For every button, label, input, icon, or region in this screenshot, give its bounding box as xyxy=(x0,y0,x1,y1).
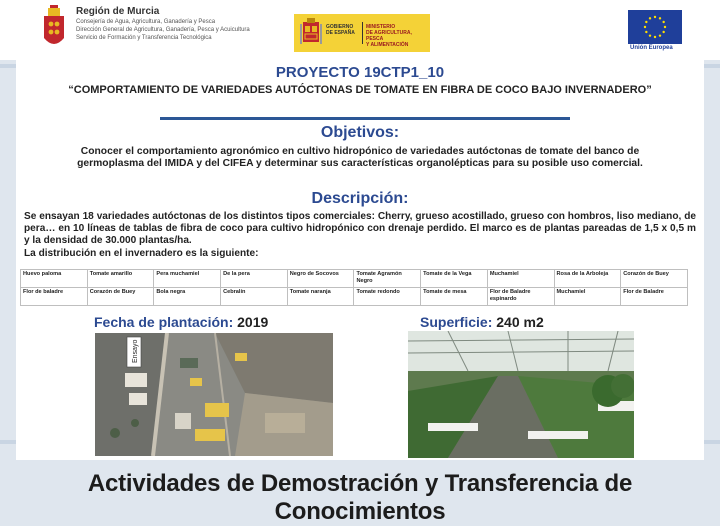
eu-star-icon xyxy=(645,31,647,33)
eu-star-icon xyxy=(659,17,661,19)
table-cell: Negro de Socovos xyxy=(287,270,354,288)
objetivos-text: Conocer el comportamiento agronómico en cultivo hidropónico de variedades autóctonas de tomate del banco de germoplasma del IMIDA y del CIFEA y determinar sus características organolépticas para su posible uso comercial. xyxy=(77,146,643,169)
table-cell: Rosa de la Arboleja xyxy=(554,270,621,288)
divider xyxy=(362,22,363,44)
gobierno-line: DE ESPAÑA xyxy=(326,30,355,36)
table-cell: Cebralín xyxy=(221,288,288,306)
ministerio-text xyxy=(366,24,430,48)
murcia-line: Consejería de Agua, Agricultura, Ganadería y Pesca xyxy=(76,19,216,25)
table-cell: Bola negra xyxy=(154,288,221,306)
footer-text: Actividades de Demostración y Transferencia de Conocimientos xyxy=(87,470,633,525)
eu-star-icon xyxy=(654,16,656,18)
eu-star-icon xyxy=(662,21,664,23)
eu-star-icon xyxy=(649,34,651,36)
ministerio-line: DE AGRICULTURA, PESCA xyxy=(366,30,412,42)
gobierno-logo xyxy=(294,14,430,52)
eu-star-icon xyxy=(664,26,666,28)
superficie-value: 240 m2 xyxy=(496,314,544,330)
eu-star-icon xyxy=(644,26,646,28)
divider-rule xyxy=(160,117,570,120)
gobierno-text xyxy=(326,24,355,36)
ensayo-label: Ensayo xyxy=(132,339,139,363)
table-cell: Huevo paloma xyxy=(21,270,88,288)
murcia-title: Región de Murcia xyxy=(76,6,160,17)
ministerio-line: Y ALIMENTACIÓN xyxy=(366,42,409,48)
gobierno-line: GOBIERNO xyxy=(326,24,354,30)
table-cell: Tomate amarillo xyxy=(87,270,154,288)
table-cell: Muchamiel xyxy=(487,270,554,288)
table-row xyxy=(21,288,688,306)
fecha-heading xyxy=(94,314,268,330)
eu-star-icon xyxy=(659,34,661,36)
table-cell: Tomate de mesa xyxy=(421,288,488,306)
table-cell: Flor de Baladre xyxy=(621,288,688,306)
table-cell: Muchamiel xyxy=(554,288,621,306)
superficie-heading xyxy=(420,314,544,330)
murcia-text-block xyxy=(76,6,276,42)
greenhouse-photo xyxy=(408,331,634,458)
table-cell: Pera muchamiel xyxy=(154,270,221,288)
descripcion-heading: Descripción: xyxy=(311,190,409,207)
fecha-value: 2019 xyxy=(237,314,269,330)
spain-crest-icon xyxy=(300,18,322,48)
eu-star-icon xyxy=(649,17,651,19)
table-cell: Tomate Agramón Negro xyxy=(354,270,421,288)
aerial-photo xyxy=(95,333,333,456)
project-title: PROYECTO 19CTP1_10 xyxy=(275,64,445,81)
murcia-line: Servicio de Formación y Transferencia Tecnológica xyxy=(76,35,212,41)
murcia-line: Dirección General de Agricultura, Ganadería, Pesca y Acuicultura xyxy=(76,27,250,33)
project-subtitle: “COMPORTAMIENTO DE VARIEDADES AUTÓCTONAS DE TOMATE EN FIBRA DE COCO BAJO INVERNADERO” xyxy=(68,84,652,96)
table-cell: Flor de Baladre espinardo xyxy=(487,288,554,306)
ministerio-line: MINISTERIO xyxy=(366,24,396,30)
table-cell: De la pera xyxy=(221,270,288,288)
eu-flag-icon xyxy=(628,10,682,44)
eu-star-icon xyxy=(654,36,656,38)
table-row xyxy=(21,270,688,288)
table-cell: Corazón de Buey xyxy=(87,288,154,306)
table-cell: Tomate de la Vega xyxy=(421,270,488,288)
murcia-crest-icon xyxy=(40,4,68,52)
table-cell: Corazón de Buey xyxy=(621,270,688,288)
superficie-label: Superficie: xyxy=(420,314,493,330)
descripcion-text: Se ensayan 18 variedades autóctonas de los distintos tipos comerciales: Cherry, grueso acostillado, grueso con hombros, liso mediano, de pera… en 10 líneas de tablas de fibra de coco para cultivo hidropónico con drenaje perdido. El marco es de plantas pareadas de 1,5 x 0,5 m y la densidad de 30.000 plantas/ha. xyxy=(24,211,696,246)
greenhouse-image xyxy=(408,331,634,458)
objetivos-heading: Objetivos: xyxy=(320,124,400,141)
fecha-label: Fecha de plantación: xyxy=(94,314,234,330)
distribucion-intro: La distribución en el invernadero es la siguiente: xyxy=(24,248,259,259)
distribution-table xyxy=(20,269,688,306)
aerial-map-image xyxy=(95,333,333,456)
table-cell: Tomate naranja xyxy=(287,288,354,306)
table-cell: Tomate redondo xyxy=(354,288,421,306)
table-cell: Flor de baladre xyxy=(21,288,88,306)
header xyxy=(0,0,720,60)
main-panel xyxy=(16,60,704,460)
eu-label: Unión Europea xyxy=(630,45,673,51)
eu-star-icon xyxy=(645,21,647,23)
eu-star-icon xyxy=(662,31,664,33)
